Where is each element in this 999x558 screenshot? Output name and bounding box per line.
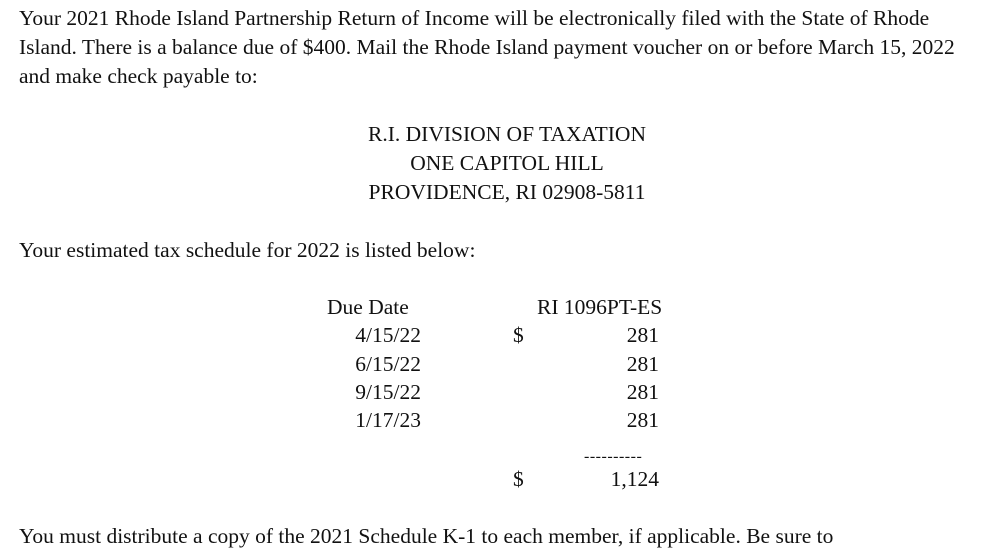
total-currency-symbol: $ bbox=[513, 467, 524, 491]
estimated-schedule-heading: Your estimated tax schedule for 2022 is listed below: bbox=[19, 238, 476, 262]
schedule-row-date: 9/15/22 bbox=[355, 380, 421, 404]
schedule-row-amount: 281 bbox=[626, 323, 659, 347]
total-separator: ---------- bbox=[584, 448, 643, 465]
currency-symbol: $ bbox=[513, 323, 524, 347]
address-line-2: ONE CAPITOL HILL bbox=[410, 151, 604, 175]
mailing-address bbox=[0, 120, 999, 207]
schedule-total: 1,124 bbox=[610, 467, 659, 491]
intro-paragraph: Your 2021 Rhode Island Partnership Return of Income will be electronically filed with the State of Rhode Island. There is a balance due of $400. Mail the Rhode Island payment voucher on or before March 15, 2022 and make check payable to: bbox=[19, 6, 955, 88]
schedule-row-amount: 281 bbox=[626, 380, 659, 404]
estimated-tax-schedule bbox=[0, 293, 999, 503]
schedule-row-date: 4/15/22 bbox=[355, 323, 421, 347]
schedule-row-amount: 281 bbox=[626, 352, 659, 376]
address-line-3: PROVIDENCE, RI 02908-5811 bbox=[368, 180, 646, 204]
schedule-row-date: 6/15/22 bbox=[355, 352, 421, 376]
schedule-row-amount: 281 bbox=[626, 408, 659, 432]
due-date-header: Due Date bbox=[327, 295, 409, 319]
form-header: RI 1096PT-ES bbox=[537, 295, 663, 319]
closing-paragraph: You must distribute a copy of the 2021 Schedule K-1 to each member, if applicable. Be sure to bbox=[19, 524, 834, 548]
schedule-row-date: 1/17/23 bbox=[355, 408, 421, 432]
address-line-1: R.I. DIVISION OF TAXATION bbox=[368, 122, 646, 146]
